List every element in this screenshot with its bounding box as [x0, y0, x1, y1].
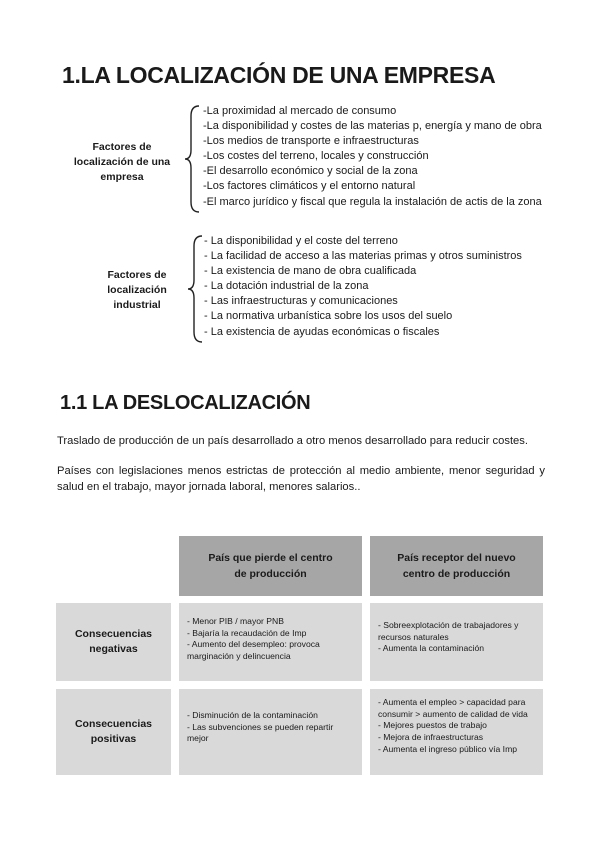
factors-company-label: Factores de localización de una empresa — [73, 141, 171, 183]
row-label-negative: Consecuencias negativas — [56, 603, 171, 681]
list-item: - La existencia de ayudas económicas o fiscales — [204, 325, 440, 338]
column-header-receiver: País receptor del nuevo centro de producción — [370, 536, 543, 596]
list-item: - Aumenta la contaminación — [378, 643, 485, 654]
list-item: - Aumento del desempleo: provoca marginación y delincuencia — [187, 639, 320, 662]
list-item: - Aumenta el empleo > capacidad para consumir > aumento de calidad de vida — [378, 697, 528, 719]
list-item: -Los medios de transporte e infraestructuras — [203, 135, 419, 148]
list-item: - Disminución de la contaminación — [187, 710, 318, 720]
cell-negative-receiver — [370, 603, 543, 681]
definition-paragraph: Traslado de producción de un país desarrollado a otro menos desarrollado para reducir costes. — [57, 435, 528, 447]
list-item: - La dotación industrial de la zona — [204, 280, 369, 293]
cell-positive-receiver — [370, 689, 543, 775]
list-item: - Las subvenciones se pueden repartir mejor — [187, 721, 334, 744]
list-item: - La facilidad de acceso a las materias primas y otros suministros — [204, 250, 522, 263]
list-item: - La existencia de mano de obra cualificada — [204, 265, 417, 278]
list-item: -Los factores climáticos y el entorno natural — [203, 180, 416, 193]
list-item: -El marco jurídico y fiscal que regula la instalación de actis de la zona — [203, 195, 542, 208]
list-item: -La proximidad al mercado de consumo — [203, 105, 397, 117]
cell-positive-origin — [179, 689, 362, 775]
column-header-origin: País que pierde el centro de producción — [179, 536, 362, 596]
list-item: -Los costes del terreno, locales y construcción — [203, 150, 429, 163]
factors-industrial-label: Factores de localización industrial — [107, 269, 167, 311]
factors-industrial-list — [204, 234, 522, 340]
row-label-positive: Consecuencias positivas — [56, 689, 171, 775]
cell-negative-origin — [179, 603, 362, 681]
section-title: 1.1 LA DESLOCALIZACIÓN — [60, 392, 311, 414]
list-item: - Menor PIB / mayor PNB — [187, 616, 284, 626]
description-paragraph: Países con legislaciones menos estrictas de protección al medio ambiente, menor seguridad y salud en el trabajo, mayor jornada laboral, menores salarios.. — [57, 465, 545, 493]
list-item: - La disponibilidad y el coste del terreno — [204, 235, 398, 247]
page-title: 1.LA LOCALIZACIÓN DE UNA EMPRESA — [62, 62, 496, 88]
list-item: - Sobreexplotación de trabajadores y recursos naturales — [378, 620, 519, 642]
list-item: - Mejora de infraestructuras — [378, 732, 484, 743]
brace-icon — [187, 234, 205, 344]
list-item: - Mejores puestos de trabajo — [378, 720, 487, 731]
list-item: - Las infraestructuras y comunicaciones — [204, 295, 398, 308]
list-item: -La disponibilidad y costes de las materias p, energía y mano de obra — [203, 120, 542, 133]
list-item: - Bajaría la recaudación de Imp — [187, 627, 307, 638]
list-item: - Aumenta el ingreso público vía Imp — [378, 743, 518, 754]
brace-icon — [184, 104, 202, 214]
factors-company-list — [203, 104, 542, 210]
list-item: - La normativa urbanística sobre los usos del suelo — [204, 310, 453, 323]
list-item: -El desarrollo económico y social de la zona — [203, 165, 418, 178]
